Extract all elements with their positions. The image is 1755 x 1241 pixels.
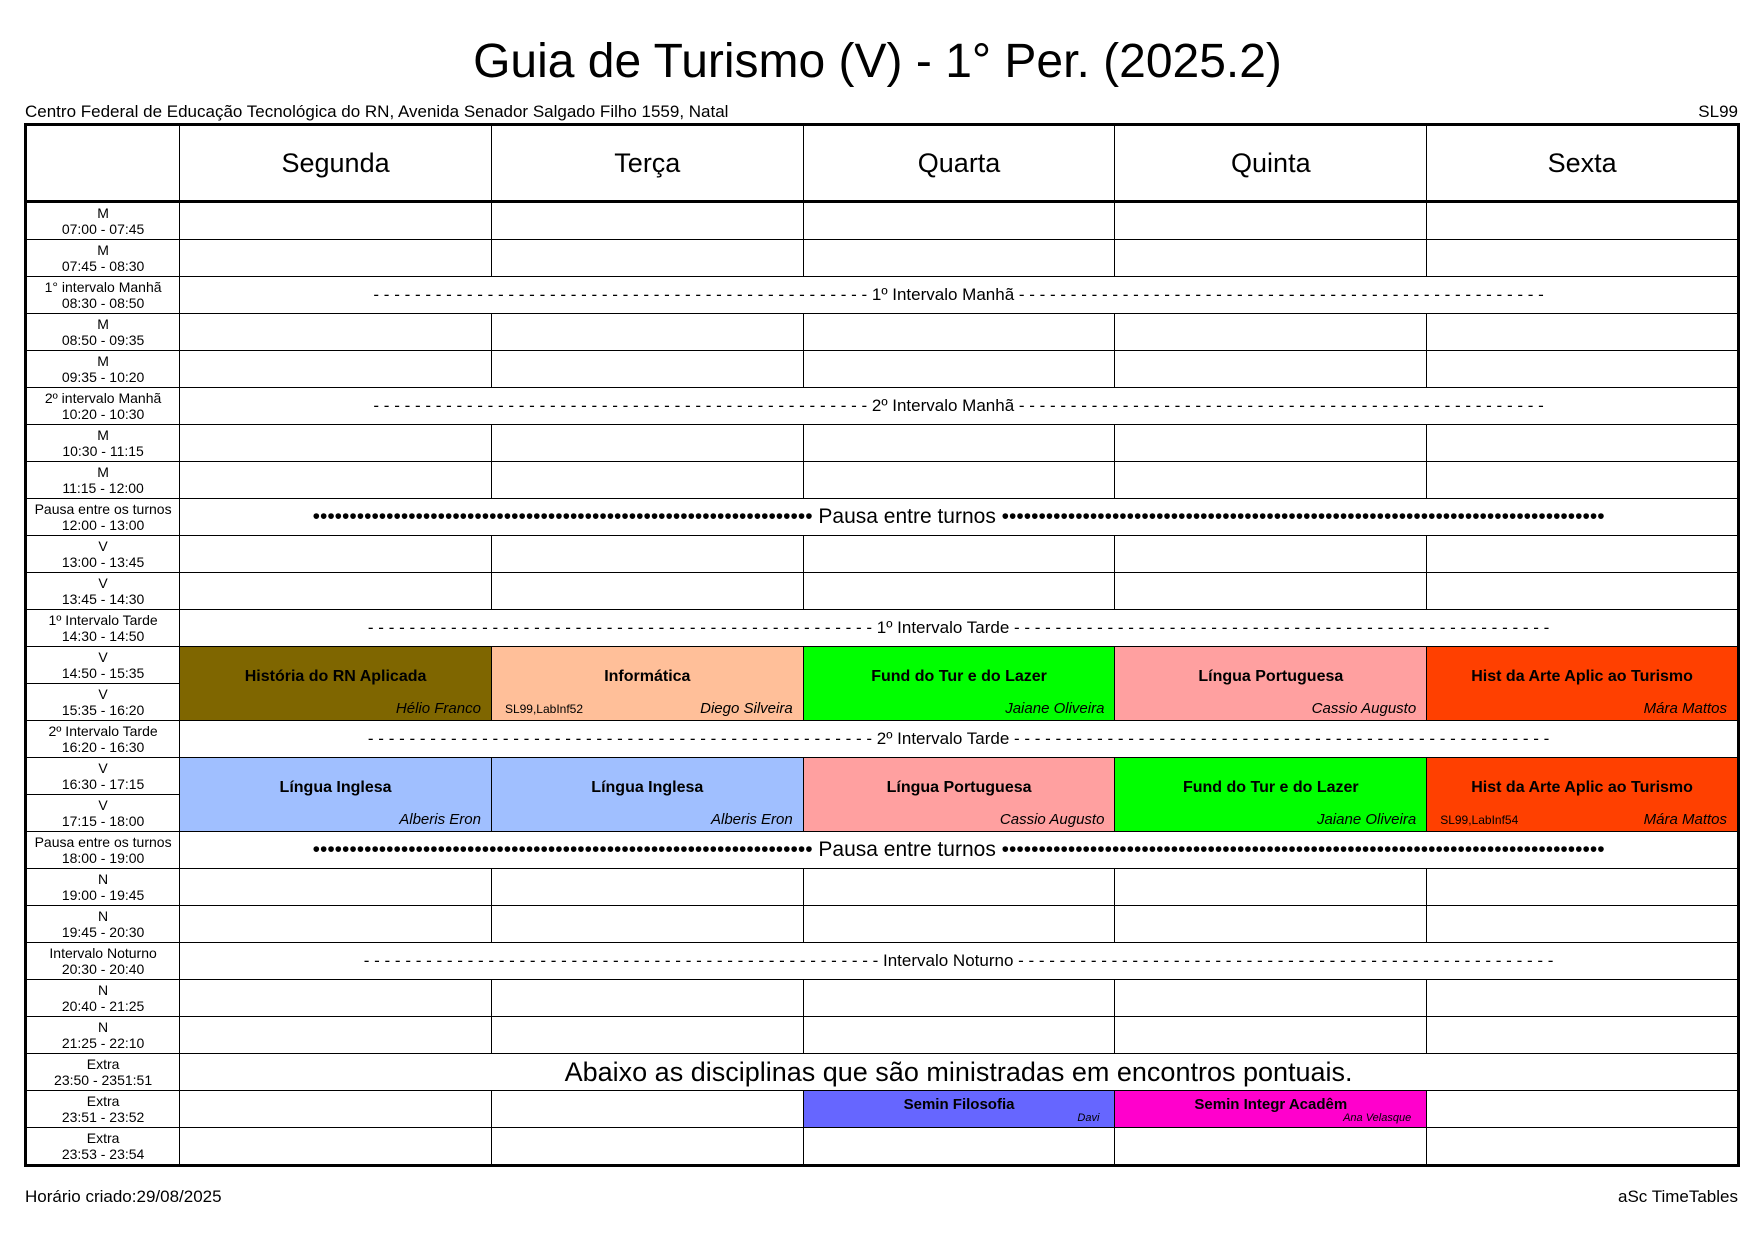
empty-slot — [803, 314, 1115, 351]
empty-slot — [1115, 1128, 1427, 1166]
timetable-row — [26, 1128, 1739, 1166]
empty-slot — [1115, 240, 1427, 277]
shift-pause: •••••••••••••••••••••••••••••••••••••••••••••••••••••••••••••••••••• Pausa entre turnos •••••••••••••••••••••••••••••••••••••••••••••••••••••••••••••••••••••••••••••••••• — [180, 832, 1739, 869]
teacher-name: Jaiane Oliveira — [1316, 811, 1417, 828]
empty-slot — [1427, 314, 1739, 351]
teacher-name: Mára Mattos — [1643, 811, 1727, 828]
empty-slot — [803, 906, 1115, 943]
day-header-friday: Sexta — [1427, 125, 1739, 202]
period-time: 09:35 - 10:20 — [61, 369, 145, 385]
period-time: 20:40 - 21:25 — [61, 998, 145, 1014]
extra-note: Abaixo as disciplinas que são ministradas em encontros pontuais. — [180, 1054, 1739, 1091]
period-time: 07:45 - 08:30 — [61, 258, 145, 274]
period-name: Pausa entre os turnos — [34, 834, 172, 850]
period-time: 19:00 - 19:45 — [61, 887, 145, 903]
corner-cell — [26, 125, 180, 202]
day-header-wednesday: Quarta — [803, 125, 1115, 202]
period-time: 16:20 - 16:30 — [61, 739, 145, 755]
period-label — [26, 758, 180, 795]
period-label — [26, 869, 180, 906]
period-label — [26, 573, 180, 610]
empty-slot — [180, 536, 492, 573]
period-name: M — [97, 205, 109, 221]
school-address: Centro Federal de Educação Tecnológica do RN, Avenida Senador Salgado Filho 1559, Natal — [25, 102, 729, 121]
software-credit: aSc TimeTables — [1618, 1187, 1738, 1206]
empty-slot — [1427, 462, 1739, 499]
period-label — [26, 314, 180, 351]
day-header-thursday: Quinta — [1115, 125, 1427, 202]
period-time: 19:45 - 20:30 — [61, 924, 145, 940]
class-block[interactable] — [803, 758, 1115, 832]
period-name: V — [98, 538, 108, 554]
empty-slot — [1427, 1091, 1739, 1128]
period-name: V — [98, 575, 108, 591]
subject-name: Semin Filosofia — [903, 1096, 1015, 1113]
timetable-row — [26, 758, 1739, 795]
class-block[interactable] — [1115, 647, 1427, 721]
class-block[interactable] — [180, 758, 492, 832]
empty-slot — [803, 425, 1115, 462]
timetable-row — [26, 832, 1739, 869]
empty-slot — [491, 869, 803, 906]
period-name: Extra — [86, 1093, 120, 1109]
empty-slot — [1427, 1017, 1739, 1054]
empty-slot — [803, 240, 1115, 277]
period-time: 23:53 - 23:54 — [61, 1146, 145, 1162]
empty-slot — [803, 980, 1115, 1017]
period-time: 23:50 - 2351:51 — [54, 1072, 153, 1088]
period-label — [26, 1091, 180, 1128]
empty-slot — [491, 425, 803, 462]
period-time: 10:20 - 10:30 — [61, 406, 145, 422]
period-time: 08:50 - 09:35 — [61, 332, 145, 348]
empty-slot — [1427, 425, 1739, 462]
empty-slot — [180, 869, 492, 906]
subject-name: Semin Integr Acadêm — [1194, 1096, 1348, 1113]
empty-slot — [1115, 980, 1427, 1017]
subject-name: Língua Portuguesa — [1198, 667, 1344, 685]
empty-slot — [491, 536, 803, 573]
period-name: 2º Intervalo Tarde — [48, 723, 158, 739]
empty-slot — [180, 1091, 492, 1128]
timetable-row — [26, 536, 1739, 573]
timetable-row — [26, 647, 1739, 684]
period-time: 13:00 - 13:45 — [61, 554, 145, 570]
period-label — [26, 499, 180, 536]
night-interval: - - - - - - - - - - - - - - - - - - - - - - - - - - - - - - - - - - - - - - - - - - - - - - - - - - Intervalo Noturno - - - - - - - - - - - - - - - - - - - - - - - - - - - - - - - - - - - - - - - - - - - - - - - - - - - - — [180, 943, 1739, 980]
subject-name: Hist da Arte Aplic ao Turismo — [1471, 667, 1693, 685]
period-name: 1º Intervalo Tarde — [48, 612, 158, 628]
teacher-name: Jaiane Oliveira — [1005, 700, 1105, 717]
class-block[interactable] — [1115, 758, 1427, 832]
empty-slot — [180, 462, 492, 499]
period-name: N — [98, 908, 109, 924]
subject-name: Informática — [604, 667, 691, 685]
empty-slot — [1115, 425, 1427, 462]
period-label — [26, 351, 180, 388]
room-name: SL99,LabInf52 — [504, 702, 584, 716]
period-name: V — [98, 686, 108, 702]
empty-slot — [491, 314, 803, 351]
period-name: M — [97, 427, 109, 443]
empty-slot — [1427, 240, 1739, 277]
empty-slot — [180, 314, 492, 351]
subject-name: Língua Inglesa — [279, 778, 392, 796]
empty-slot — [803, 869, 1115, 906]
period-label — [26, 684, 180, 721]
created-date: Horário criado:29/08/2025 — [25, 1187, 222, 1206]
period-name: N — [98, 871, 109, 887]
teacher-name: Mára Mattos — [1643, 700, 1727, 717]
period-name: M — [97, 353, 109, 369]
empty-slot — [491, 351, 803, 388]
period-label — [26, 240, 180, 277]
empty-slot — [1115, 314, 1427, 351]
period-label — [26, 832, 180, 869]
class-block[interactable] — [491, 758, 803, 832]
class-block[interactable] — [803, 647, 1115, 721]
empty-slot — [491, 573, 803, 610]
period-label — [26, 462, 180, 499]
period-label — [26, 1054, 180, 1091]
period-name: Pausa entre os turnos — [34, 501, 172, 517]
empty-slot — [1115, 351, 1427, 388]
period-time: 10:30 - 11:15 — [62, 443, 144, 459]
period-name: M — [97, 242, 109, 258]
period-label — [26, 721, 180, 758]
empty-slot — [803, 536, 1115, 573]
class-block[interactable] — [180, 647, 492, 721]
empty-slot — [1115, 202, 1427, 240]
teacher-name: Diego Silveira — [700, 700, 793, 717]
period-time: 21:25 - 22:10 — [61, 1035, 145, 1051]
empty-slot — [803, 462, 1115, 499]
empty-slot — [491, 240, 803, 277]
empty-slot — [491, 1091, 803, 1128]
period-name: Extra — [86, 1130, 120, 1146]
period-name: Intervalo Noturno — [49, 945, 157, 961]
timetable-row — [26, 943, 1739, 980]
period-time: 15:35 - 16:20 — [61, 702, 145, 718]
period-time: 14:30 - 14:50 — [61, 628, 145, 644]
teacher-name: Cassio Augusto — [1311, 700, 1417, 717]
timetable-row — [26, 499, 1739, 536]
timetable-row — [26, 202, 1739, 240]
period-name: N — [98, 982, 109, 998]
empty-slot — [803, 202, 1115, 240]
room-code: SL99 — [1698, 102, 1738, 121]
empty-slot — [180, 240, 492, 277]
subject-name: Língua Inglesa — [591, 778, 704, 796]
period-name: V — [98, 797, 108, 813]
class-block[interactable] — [1115, 1091, 1427, 1128]
empty-slot — [1427, 980, 1739, 1017]
timetable-row — [26, 721, 1739, 758]
teacher-name: Hélio Franco — [395, 700, 481, 717]
teacher-name: Davi — [1077, 1112, 1100, 1124]
morning-interval-1: - - - - - - - - - - - - - - - - - - - - - - - - - - - - - - - - - - - - - - - - - - - - - - - - 1º Intervalo Manhã - - - - - - - - - - - - - - - - - - - - - - - - - - - - - - - - - - - - - - - - - - - - - - - - - - - — [180, 277, 1739, 314]
empty-slot — [180, 351, 492, 388]
empty-slot — [803, 1128, 1115, 1166]
empty-slot — [1427, 906, 1739, 943]
empty-slot — [491, 1017, 803, 1054]
empty-slot — [1427, 536, 1739, 573]
subject-name: História do RN Aplicada — [244, 667, 427, 685]
page-title: Guia de Turismo (V) - 1° Per. (2025.2) — [473, 35, 1282, 88]
empty-slot — [180, 906, 492, 943]
period-name: M — [97, 464, 109, 480]
timetable-row — [26, 462, 1739, 499]
empty-slot — [1427, 1128, 1739, 1166]
timetable-row — [26, 1091, 1739, 1128]
period-label — [26, 202, 180, 240]
afternoon-interval-2: - - - - - - - - - - - - - - - - - - - - - - - - - - - - - - - - - - - - - - - - - - - - - - - - - 2º Intervalo Tarde - - - - - - - - - - - - - - - - - - - - - - - - - - - - - - - - - - - - - - - - - - - - - - - - - - - - — [180, 721, 1739, 758]
empty-slot — [1115, 536, 1427, 573]
morning-interval-2: - - - - - - - - - - - - - - - - - - - - - - - - - - - - - - - - - - - - - - - - - - - - - - - - 2º Intervalo Manhã - - - - - - - - - - - - - - - - - - - - - - - - - - - - - - - - - - - - - - - - - - - - - - - - - - - — [180, 388, 1739, 425]
empty-slot — [803, 573, 1115, 610]
day-header-row — [26, 125, 1739, 202]
period-label — [26, 388, 180, 425]
period-label — [26, 425, 180, 462]
period-time: 16:30 - 17:15 — [61, 776, 145, 792]
period-label — [26, 610, 180, 647]
timetable-row — [26, 425, 1739, 462]
period-label — [26, 795, 180, 832]
period-name: V — [98, 760, 108, 776]
empty-slot — [491, 980, 803, 1017]
timetable-row — [26, 1054, 1739, 1091]
empty-slot — [1115, 869, 1427, 906]
period-time: 20:30 - 20:40 — [61, 961, 145, 977]
period-label — [26, 906, 180, 943]
empty-slot — [1115, 573, 1427, 610]
timetable-row — [26, 573, 1739, 610]
period-label — [26, 277, 180, 314]
empty-slot — [803, 1017, 1115, 1054]
class-block[interactable] — [1427, 758, 1739, 832]
period-time: 07:00 - 07:45 — [61, 221, 145, 237]
period-time: 14:50 - 15:35 — [61, 665, 145, 681]
timetable-row — [26, 277, 1739, 314]
subject-name: Língua Portuguesa — [886, 778, 1032, 796]
empty-slot — [180, 980, 492, 1017]
empty-slot — [180, 425, 492, 462]
timetable-row — [26, 314, 1739, 351]
empty-slot — [803, 351, 1115, 388]
timetable-row — [26, 869, 1739, 906]
period-name: 2º intervalo Manhã — [44, 390, 162, 406]
period-name: N — [98, 1019, 109, 1035]
subject-name: Hist da Arte Aplic ao Turismo — [1471, 778, 1693, 796]
day-header-monday: Segunda — [180, 125, 492, 202]
class-block[interactable] — [1427, 647, 1739, 721]
empty-slot — [180, 573, 492, 610]
class-block[interactable] — [491, 647, 803, 721]
teacher-name: Alberis Eron — [710, 811, 793, 828]
period-name: M — [97, 316, 109, 332]
timetable-row — [26, 610, 1739, 647]
empty-slot — [491, 1128, 803, 1166]
period-label — [26, 536, 180, 573]
timetable-row — [26, 1017, 1739, 1054]
empty-slot — [491, 906, 803, 943]
teacher-name: Alberis Eron — [399, 811, 481, 828]
subject-name: Fund do Tur e do Lazer — [871, 667, 1047, 685]
timetable-row — [26, 980, 1739, 1017]
period-time: 17:15 - 18:00 — [61, 813, 145, 829]
class-block[interactable] — [803, 1091, 1115, 1128]
timetable-grid — [24, 123, 1740, 1167]
timetable-row — [26, 906, 1739, 943]
empty-slot — [1427, 351, 1739, 388]
period-label — [26, 943, 180, 980]
day-header-tuesday: Terça — [491, 125, 803, 202]
empty-slot — [491, 202, 803, 240]
teacher-name: Ana Velasque — [1343, 1112, 1412, 1124]
period-time: 18:00 - 19:00 — [61, 850, 145, 866]
empty-slot — [1115, 906, 1427, 943]
empty-slot — [1427, 573, 1739, 610]
room-name: SL99,LabInf54 — [1440, 813, 1519, 827]
period-time: 08:30 - 08:50 — [61, 295, 145, 311]
period-label — [26, 980, 180, 1017]
period-time: 12:00 - 13:00 — [61, 517, 145, 533]
empty-slot — [180, 202, 492, 240]
period-label — [26, 647, 180, 684]
empty-slot — [1427, 869, 1739, 906]
shift-pause: •••••••••••••••••••••••••••••••••••••••••••••••••••••••••••••••••••• Pausa entre turnos •••••••••••••••••••••••••••••••••••••••••••••••••••••••••••••••••••••••••••••••••• — [180, 499, 1739, 536]
empty-slot — [1427, 202, 1739, 240]
empty-slot — [491, 462, 803, 499]
teacher-name: Cassio Augusto — [999, 811, 1105, 828]
timetable-row — [26, 240, 1739, 277]
period-time: 23:51 - 23:52 — [61, 1109, 145, 1125]
afternoon-interval-1: - - - - - - - - - - - - - - - - - - - - - - - - - - - - - - - - - - - - - - - - - - - - - - - - - 1º Intervalo Tarde - - - - - - - - - - - - - - - - - - - - - - - - - - - - - - - - - - - - - - - - - - - - - - - - - - - - — [180, 610, 1739, 647]
empty-slot — [180, 1128, 492, 1166]
timetable-row — [26, 388, 1739, 425]
period-label — [26, 1017, 180, 1054]
empty-slot — [180, 1017, 492, 1054]
period-time: 11:15 - 12:00 — [62, 480, 144, 496]
subject-name: Fund do Tur e do Lazer — [1182, 778, 1359, 796]
period-name: Extra — [86, 1056, 120, 1072]
empty-slot — [1115, 462, 1427, 499]
period-label — [26, 1128, 180, 1166]
empty-slot — [1115, 1017, 1427, 1054]
period-time: 13:45 - 14:30 — [61, 591, 145, 607]
period-name: V — [98, 649, 108, 665]
timetable-row — [26, 351, 1739, 388]
period-name: 1° intervalo Manhã — [44, 279, 162, 295]
